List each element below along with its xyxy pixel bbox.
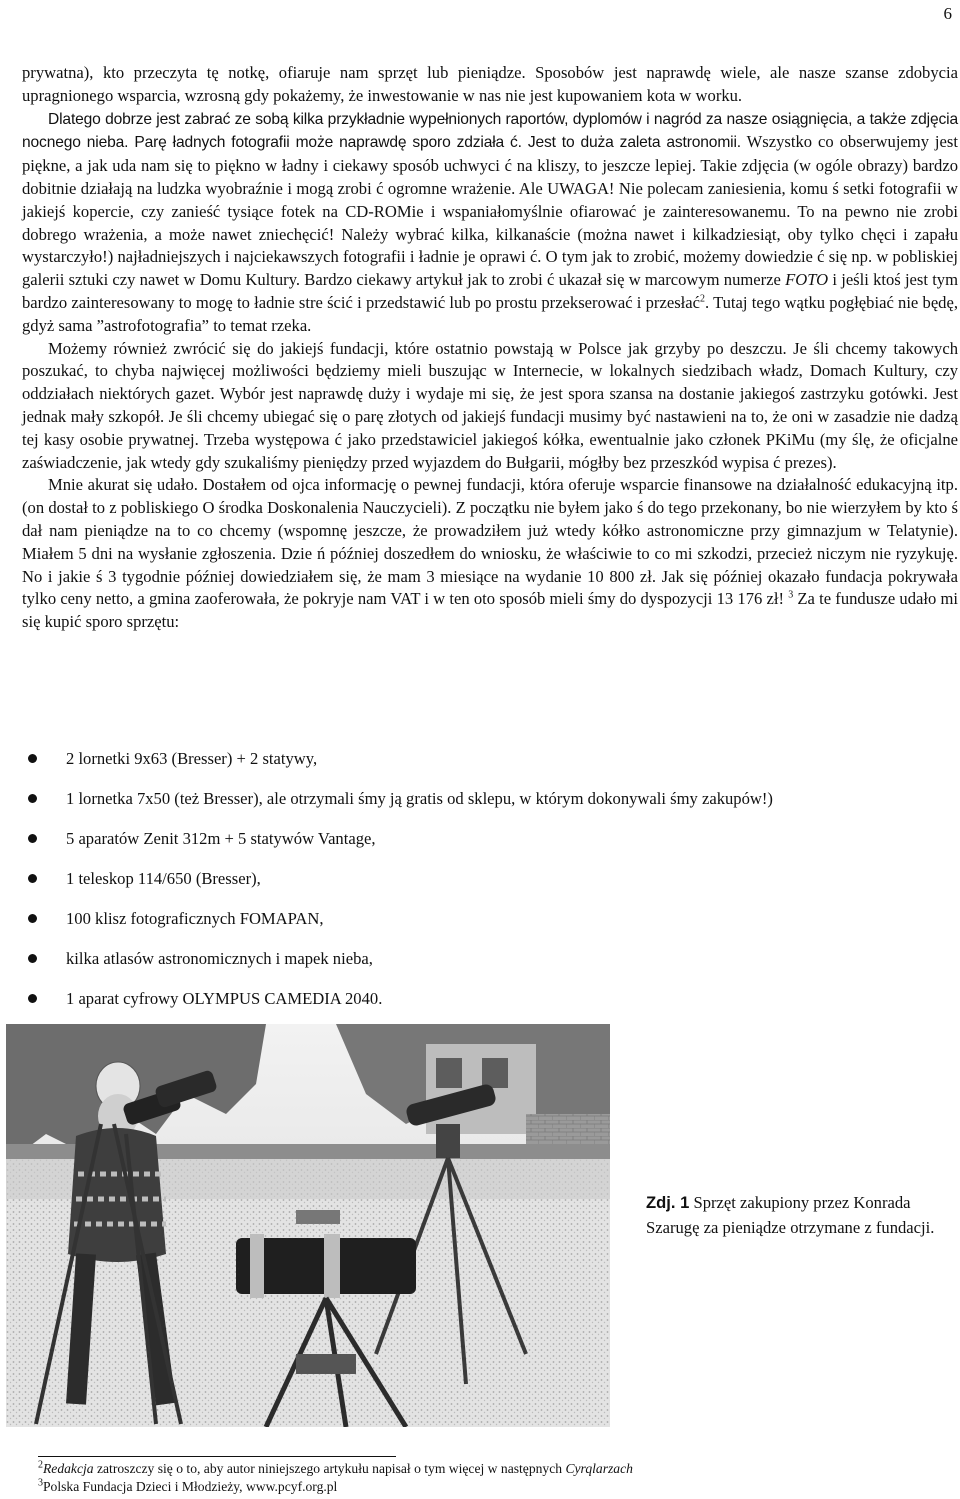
tube-ring: [250, 1234, 264, 1298]
bullet-icon: [28, 754, 37, 763]
footnote-ref: 3: [788, 589, 794, 601]
equipment-list: [22, 748, 773, 1028]
sans-text-run: Dlatego dobrze jest zabrać ze sobą kilka przykładnie wypełnionych raportów, dyplomów i nagród za nasze osiągnięcia, a także zdjęcia nocnego nieba. Parę ładnych fotografii może naprawdę sporo zdziała ć. Jest to duża zaleta astronomii.: [22, 110, 958, 152]
footnote-divider: [38, 1456, 396, 1457]
tube-ring: [324, 1234, 340, 1298]
list-item: 2 lornetki 9x63 (Bresser) + 2 statywy,: [22, 748, 773, 788]
page-number: 6: [943, 4, 952, 23]
bullet-icon: [28, 994, 37, 1003]
figure-caption: [646, 1190, 958, 1240]
article-body: [22, 62, 958, 634]
finder-scope: [296, 1210, 340, 1224]
magazine-title: FOTO: [785, 270, 829, 290]
sweater: [68, 1128, 166, 1262]
list-item: 1 aparat cyfrowy OLYMPUS CAMEDIA 2040.: [22, 988, 773, 1028]
caption-text: Sprzęt zakupiony przez Konrada Szarugę za pieniądze otrzymane z fundacji.: [646, 1193, 935, 1237]
paragraph-funding: Mnie akurat się udało. Dostałem od ojca informację o pewnej fundacji, która oferuje wsparcie finansowe na działalność edukacyjną itp. (on dostał to z pobliskiego O środka Doskonalenia Nauczycieli). Z początku nie byłem jako ś do tego przekonany, bo nie wierzyłem by kto ś dał nam pieniądze na to co chcemy (wspomnę jeszcze, że prowadziłem już wtedy kółko astronomiczne przy gimnazjum w Telatynie). Miałem 5 dni na wysłanie zgłoszenia. Dzie ń później doszedłem do wniosku, że właściwie to co mi szkodzi, przecież niczym nie ryzykuję. No i jakie ś 3 tygodnie później dowiedziałem się, że mam 3 miesiące na wydanie 10 800 zł. Jak się później okazało fundacja pokrywała tylko ceny netto, a gmina zaoferowała, że pokryje nam VAT i w ten oto sposób mieli śmy do dyspozycji 13 176 zł! $^3$ Za te fundusze udało mi się kupić sporo sprzętu:: [22, 475, 958, 632]
footnotes: [38, 1460, 633, 1496]
paragraph-continuation: prywatna), kto przeczyta tę notkę, ofiaruje nam sprzęt lub pieniądze. Sposobów jest naprawdę wiele, ale nasze szanse zdobycia upragnionego wsparcia, wzrosną gdy pokażemy, że inwestowanie w nas nie jest kupowaniem kota w worku.: [22, 63, 958, 105]
paragraph-foundations: Możemy również zwrócić się do jakiejś fundacji, które ostatnio powstają w Polsce jak grzyby po deszczu. Je śli chcemy takowych poszukać, to chyba najwięcej możliwości będziemy mieli buszując w Internecie, w lokalnych siedzibach władz, Domach Kultury, czy oddziałach niektórych gazet. Wybór jest naprawdę duży i wydaje mi się, że jest spora szansa na dostanie jakiegoś zastrzyku gotówki. Jest jednak mały szkopół. Je śli chcemy ubiegać się o parę złotych od jakiejś fundacji musimy być nastawieni na to, że oni w zasadzie nie dadzą tej kasy osobie prywatnej. Trzeba występowa ć jako przedstawiciel jakiegoś kółka, ewentualnie jako członek PKiMu (my ślę, że oficjalne zaświadczenie, jak wtedy gdy szukaliśmy pieniędzy przed wyjazdem do Bułgarii, mógłby bez przeszkód wypisa ć prezes).: [22, 338, 958, 472]
text-run: Wszystko co obserwujemy jest piękne, a jak uda nam się to piękno w ładny i ciekawy sposób uchwyci ć na kliszy, to jeszcze lepiej. Takie zdjęcia (w ogóle obrazy) bardzo dobitnie działają na ludzka wyobraźnie i mogą zrobi ć ogromne wrażenie. Ale UWAGA! Nie polecam zaniesienia, komu ś setki fotografii w jakiejś kopercie, czy zanieść tysiące fotek na CD-ROMie i wspaniałomyślnie ofiarować je zainteresowanemu. To na pewno nie zrobi dobrego wrażenia, a może nawet zniechęcić! Należy wybrać kilka, kilkanaście (można nawet i kilkadziesiąt, oby tylko chęci i zapału wystarczyło!) najładniejszych i najciekawszych fotografii i ładnie je oprawi ć. O tym jak to zrobić, możemy dowiedzie ć się np. w pobliskiej galerii sztuki czy nawet w Domu Kultury. Bardzo ciekawy artykuł jak to zrobi ć ukazał się w marcowym numerze: [22, 132, 958, 290]
window: [436, 1058, 462, 1088]
bullet-icon: [28, 954, 37, 963]
bullet-icon: [28, 874, 37, 883]
accessory-tray: [296, 1354, 356, 1374]
text-run: . Tutaj tego wątku pogłębiać nie będę, gdyż sama ”astrofotografia” to temat rzeka.: [22, 292, 958, 335]
equipment-photo: [6, 1024, 610, 1427]
list-item: 100 klisz fotograficznych FOMAPAN,: [22, 908, 773, 948]
paragraph-photos: [22, 108, 958, 338]
footnote-ref: 2: [700, 293, 705, 305]
list-item: 1 lornetka 7x50 (też Bresser), ale otrzymali śmy ją gratis od sklepu, w którym dokonywali śmy zakupów!): [22, 788, 773, 828]
list-item: kilka atlasów astronomicznych i mapek nieba,: [22, 948, 773, 988]
bullet-icon: [28, 834, 37, 843]
list-item: 5 aparatów Zenit 312m + 5 statywów Vantage,: [22, 828, 773, 868]
window: [482, 1058, 508, 1088]
footnote-3: $^3$Polska Fundacja Dzieci i Młodzieży, www.pcyf.org.pl: [38, 1477, 338, 1494]
bullet-icon: [28, 794, 37, 803]
tripod-head: [436, 1124, 460, 1158]
text-run: i jeśli ktoś jest tym bardzo zainteresowany to mogę to ładnie stre ścić i przedstawić lub po prostu przekserować i przesłać: [22, 270, 959, 312]
footnote-2: $^2$Redakcja zatroszczy się o to, aby autor niniejszego artykułu napisał o tym więcej w następnych Cyrqlarzach: [38, 1459, 633, 1476]
bullet-icon: [28, 914, 37, 923]
list-item: 1 teleskop 114/650 (Bresser),: [22, 868, 773, 908]
caption-label: Zdj. 1: [646, 1193, 690, 1212]
